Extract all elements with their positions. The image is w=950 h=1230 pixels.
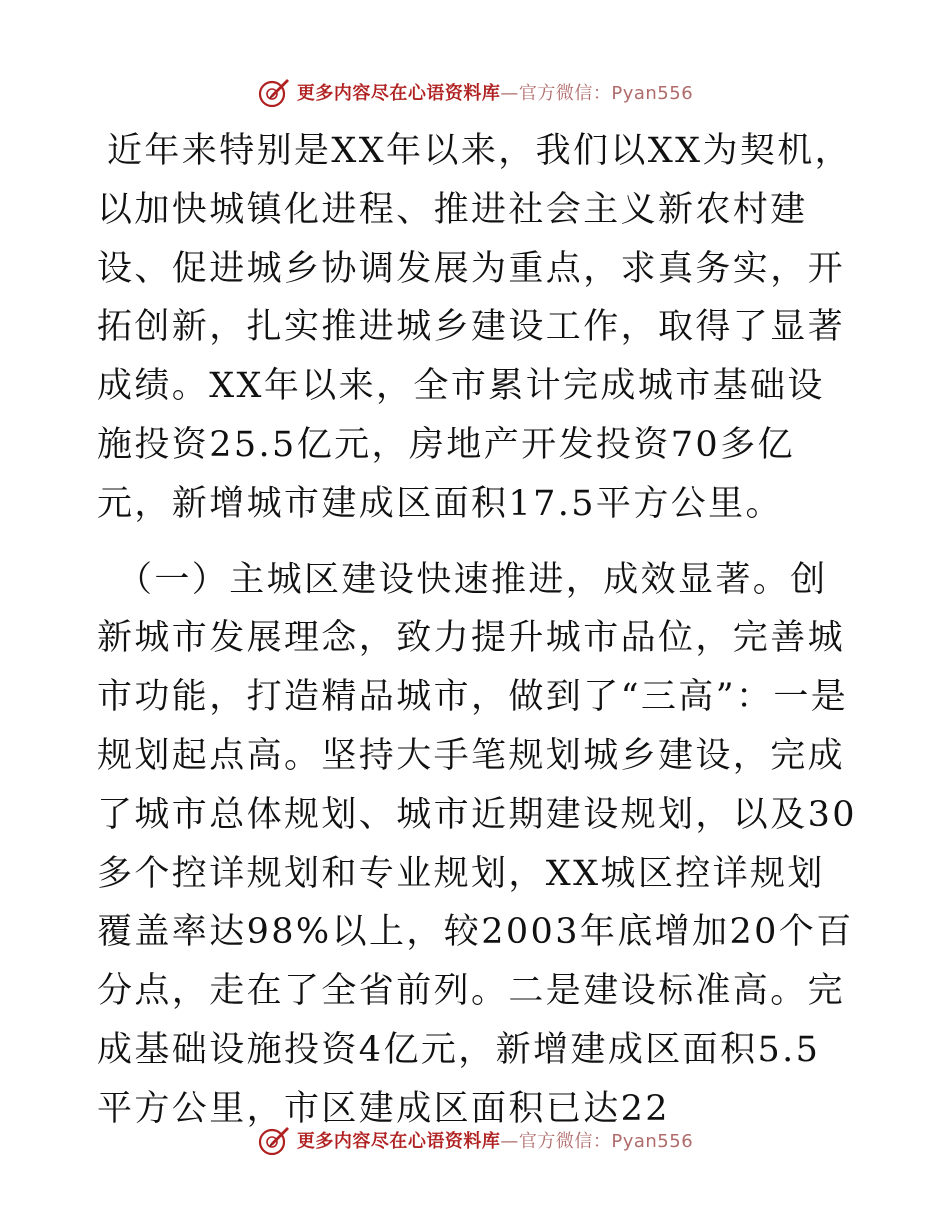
footer-banner-highlight: 更多内容尽在心语资料库 (296, 1131, 501, 1152)
pen-circle-logo-icon (257, 75, 291, 109)
header-banner-text (297, 79, 693, 105)
header-banner-rest: —官方微信：Pyan556 (500, 83, 694, 104)
footer-banner (0, 1120, 950, 1160)
document-body (97, 122, 857, 1139)
paragraph-2: （一）主城区建设快速推进，成效显著。创新城市发展理念，致力提升城市品位，完善城市功能，打造精品城市，做到了“三高”：一是规划起点高。坚持大手笔规划城乡建设，完成了城市总体规划、城市近期建设规划，以及30多个控详规划和专业规划，XX城区控详规划覆盖率达98%以上，较2003年底增加20个百分点，走在了全省前列。二是建设标准高。完成基础设施投资4亿元，新增建成区面积5.5平方公里，市区建成区面积已达22 (97, 559, 857, 1129)
header-banner-highlight: 更多内容尽在心语资料库 (296, 83, 501, 104)
paragraph-1: 近年来特别是XX年以来，我们以XX为契机，以加快城镇化进程、推进社会主义新农村建设、促进城乡协调发展为重点，求真务实，开拓创新，扎实推进城乡建设工作，取得了显著成绩。XX年以来，全市累计完成城市基础设施投资25.5亿元，房地产开发投资70多亿元，新增城市建成区面积17.5平方公里。 (97, 131, 853, 524)
header-banner (0, 72, 950, 112)
pen-circle-logo-icon (257, 1123, 291, 1157)
footer-banner-rest: —官方微信：Pyan556 (500, 1131, 694, 1152)
footer-banner-text (297, 1127, 693, 1153)
